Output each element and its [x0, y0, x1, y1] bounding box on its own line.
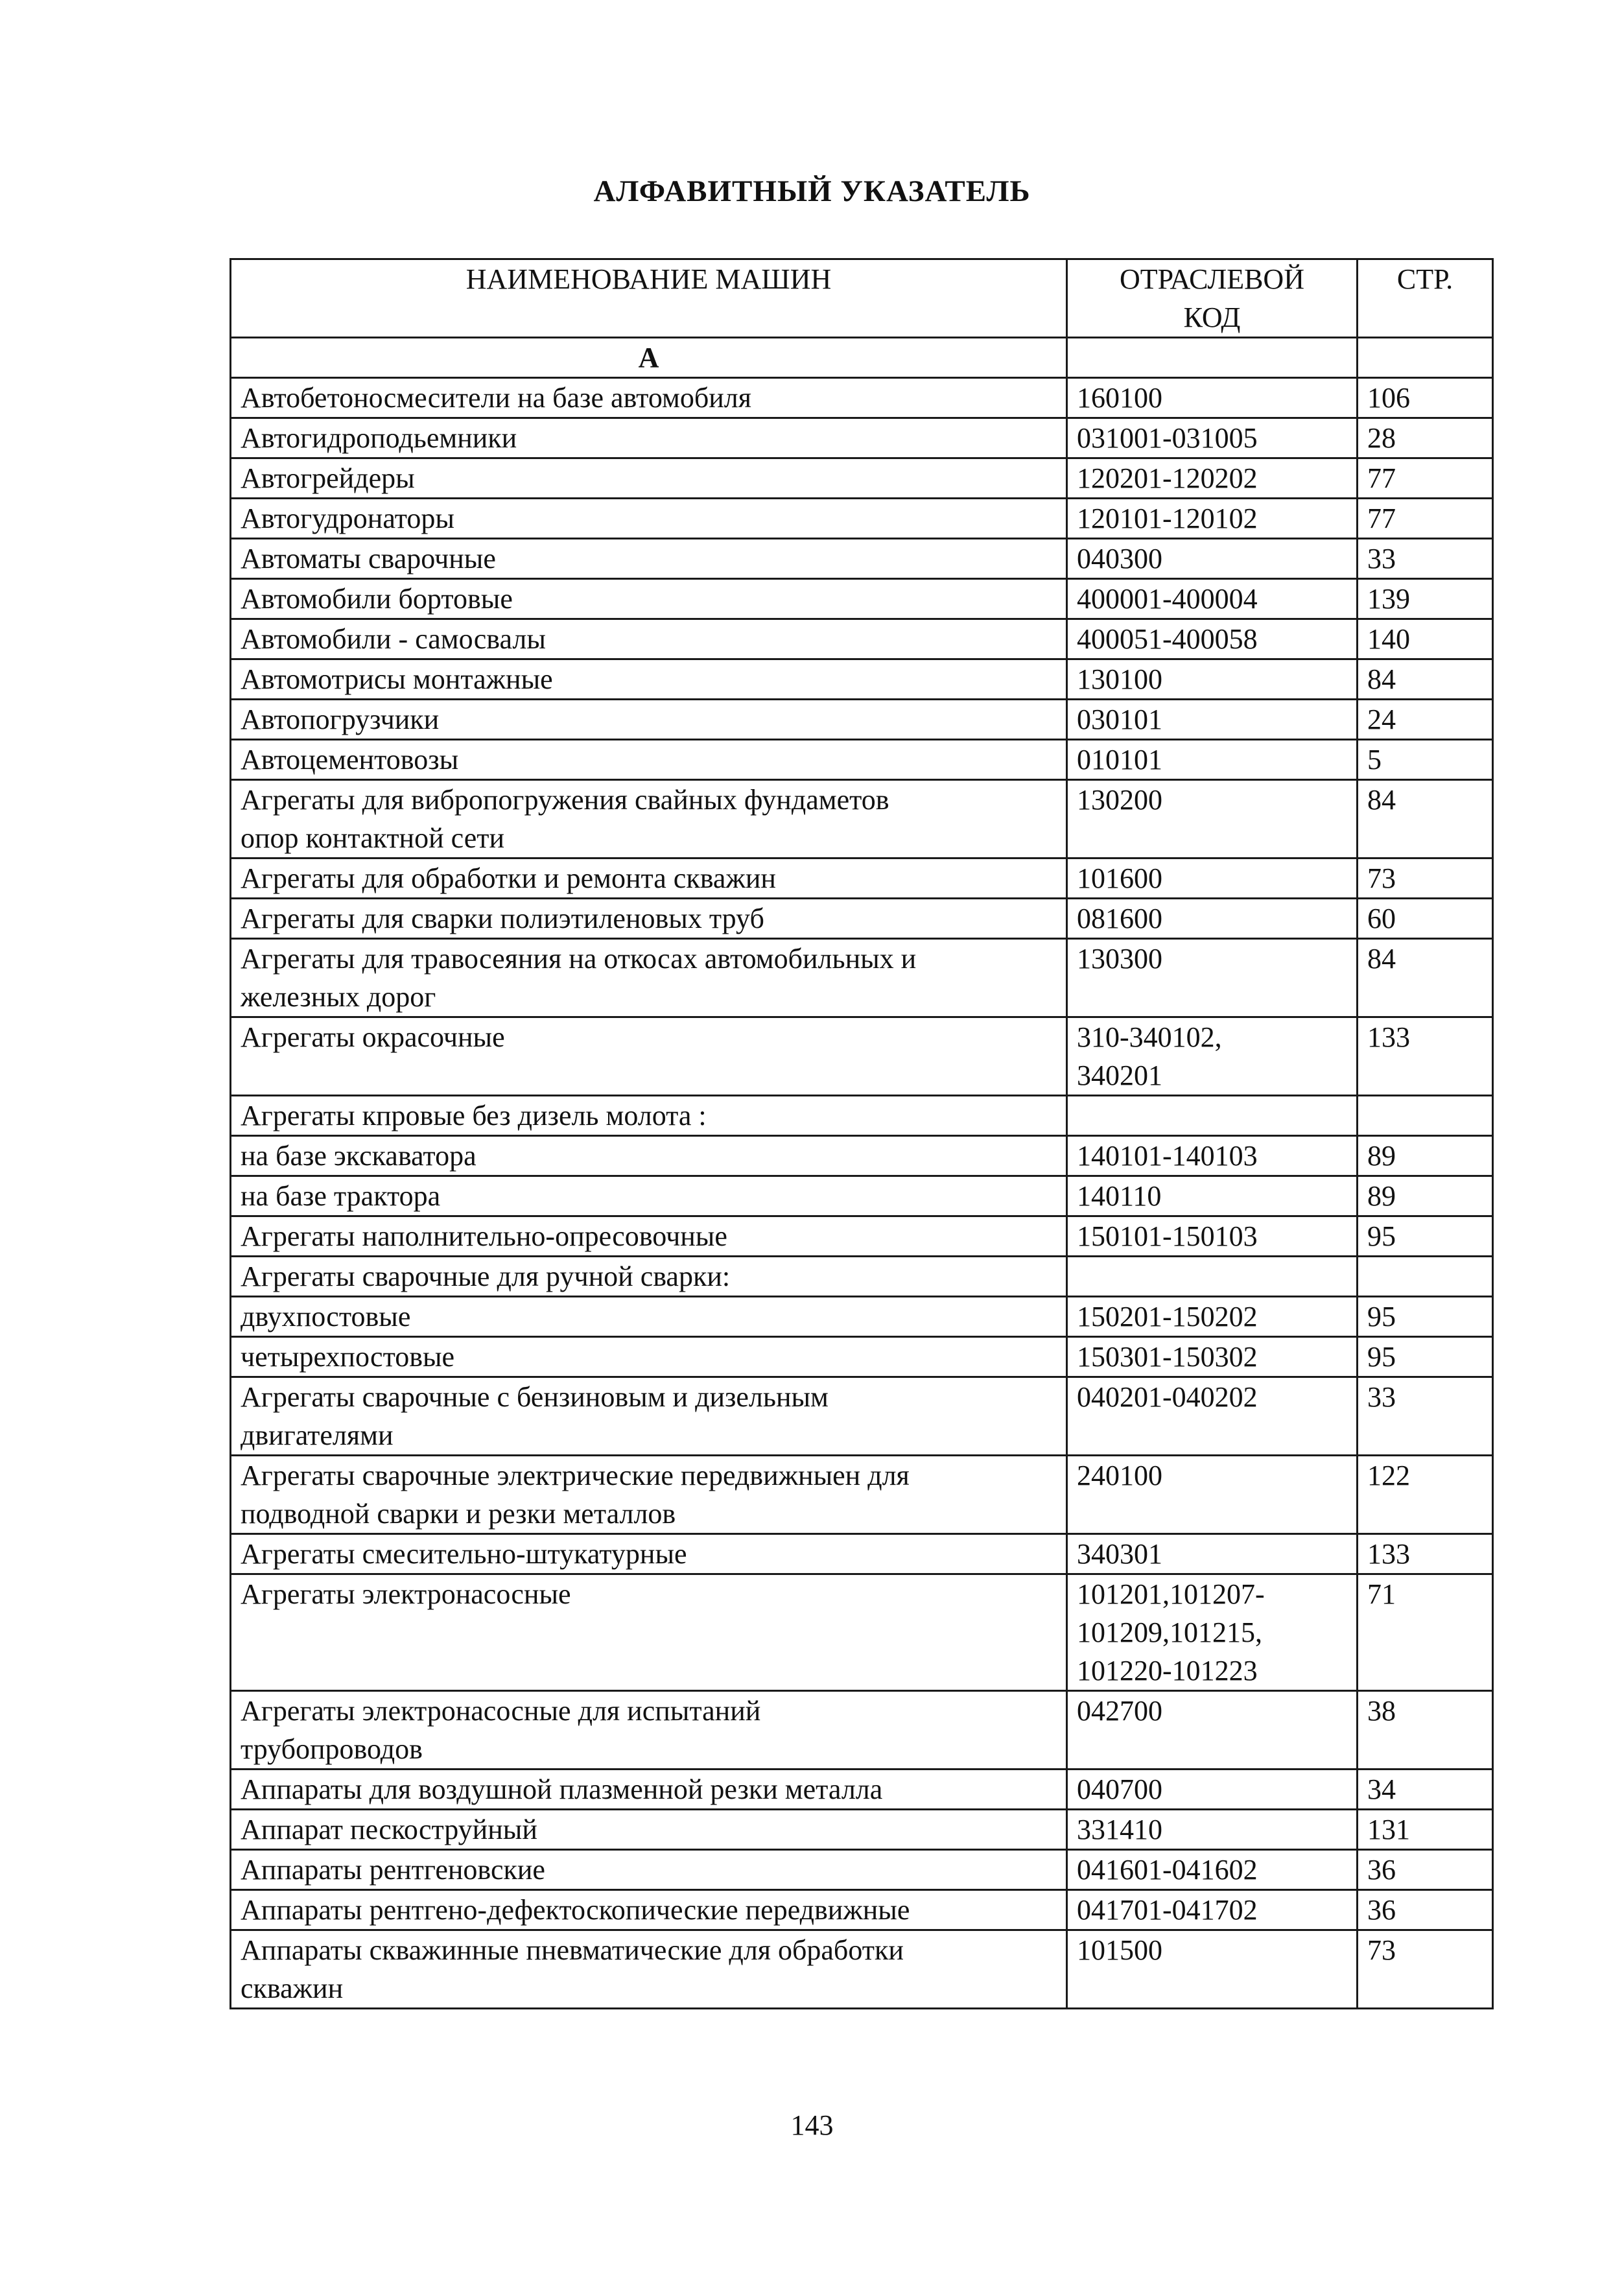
- table-row: [231, 1377, 1493, 1456]
- cell-code: 042700: [1067, 1691, 1358, 1770]
- cell-code: [1067, 1257, 1358, 1297]
- cell-code: 150301-150302: [1067, 1337, 1358, 1377]
- cell-name: Агрегаты сварочные с бензиновым и дизельным двигателями: [231, 1377, 1067, 1456]
- cell-name: Агрегаты наполнительно-опресовочные: [231, 1216, 1067, 1257]
- cell-name: Агрегаты электронасосные для испытаний трубопроводов: [231, 1691, 1067, 1770]
- cell-page: 95: [1358, 1216, 1493, 1257]
- cell-page: 60: [1358, 899, 1493, 939]
- letter-row: [231, 338, 1493, 378]
- cell-code: 031001-031005: [1067, 418, 1358, 458]
- table-row: [231, 1257, 1493, 1297]
- cell-page: 5: [1358, 740, 1493, 780]
- cell-name: Агрегаты окрасочные: [231, 1017, 1067, 1096]
- cell-page: [1358, 1257, 1493, 1297]
- cell-name: Автопогрузчики: [231, 700, 1067, 740]
- index-table: [229, 258, 1494, 2009]
- cell-code: 101600: [1067, 858, 1358, 899]
- cell-name: Агрегаты сварочные электрические передвижныен для подводной сварки и резки металлов: [231, 1456, 1067, 1534]
- cell-code: 030101: [1067, 700, 1358, 740]
- cell-page: 24: [1358, 700, 1493, 740]
- table-row: [231, 418, 1493, 458]
- cell-name: на базе экскаватора: [231, 1136, 1067, 1176]
- cell-code: 040700: [1067, 1770, 1358, 1810]
- table-row: [231, 579, 1493, 619]
- cell-code: 081600: [1067, 899, 1358, 939]
- cell-code: 120201-120202: [1067, 458, 1358, 499]
- cell-name: А: [231, 338, 1067, 378]
- page-number: 143: [790, 2109, 834, 2141]
- cell-page: 71: [1358, 1574, 1493, 1691]
- table-row: [231, 659, 1493, 700]
- cell-code: [1067, 338, 1358, 378]
- table-row: [231, 378, 1493, 418]
- cell-name: Аппараты скважинные пневматические для обработки скважин: [231, 1930, 1067, 2009]
- cell-code: 130200: [1067, 780, 1358, 858]
- cell-name: Автогудронаторы: [231, 499, 1067, 539]
- cell-code: 101201,101207- 101209,101215, 101220-101223: [1067, 1574, 1358, 1691]
- cell-page: 95: [1358, 1297, 1493, 1337]
- cell-code: 240100: [1067, 1456, 1358, 1534]
- cell-name: Агрегаты для сварки полиэтиленовых труб: [231, 899, 1067, 939]
- table-row: [231, 1136, 1493, 1176]
- cell-code: 010101: [1067, 740, 1358, 780]
- cell-name: Агрегаты сварочные для ручной сварки:: [231, 1257, 1067, 1297]
- cell-page: 84: [1358, 939, 1493, 1017]
- cell-page: 36: [1358, 1890, 1493, 1930]
- cell-page: [1358, 1096, 1493, 1136]
- cell-name: двухпостовые: [231, 1297, 1067, 1337]
- cell-name: Автоматы сварочные: [231, 539, 1067, 579]
- cell-page: 73: [1358, 858, 1493, 899]
- table-row: [231, 1930, 1493, 2009]
- cell-page: 122: [1358, 1456, 1493, 1534]
- cell-name: Агрегаты для травосеяния на откосах автомобильных и железных дорог: [231, 939, 1067, 1017]
- table-row: [231, 1534, 1493, 1574]
- cell-page: 89: [1358, 1136, 1493, 1176]
- cell-name: Аппарат пескоструйный: [231, 1810, 1067, 1850]
- cell-code: 340301: [1067, 1534, 1358, 1574]
- table-row: [231, 1216, 1493, 1257]
- cell-code: 041701-041702: [1067, 1890, 1358, 1930]
- table-row: [231, 1017, 1493, 1096]
- cell-code: 101500: [1067, 1930, 1358, 2009]
- cell-name: Аппараты для воздушной плазменной резки металла: [231, 1770, 1067, 1810]
- page-title: АЛФАВИТНЫЙ УКАЗАТЕЛЬ: [593, 174, 1031, 208]
- table-row: [231, 619, 1493, 659]
- cell-name: Автомобили - самосвалы: [231, 619, 1067, 659]
- table-row: [231, 1810, 1493, 1850]
- cell-name: Агрегаты для вибропогружения свайных фундаметов опор контактной сети: [231, 780, 1067, 858]
- cell-page: 33: [1358, 539, 1493, 579]
- cell-code: 160100: [1067, 378, 1358, 418]
- table-row: [231, 740, 1493, 780]
- cell-name: Агрегаты смесительно-штукатурные: [231, 1534, 1067, 1574]
- table-row: [231, 1456, 1493, 1534]
- cell-code: 120101-120102: [1067, 499, 1358, 539]
- cell-page: [1358, 338, 1493, 378]
- cell-name: Аппараты рентгено-дефектоскопические передвижные: [231, 1890, 1067, 1930]
- cell-page: 106: [1358, 378, 1493, 418]
- cell-code: 140110: [1067, 1176, 1358, 1216]
- cell-code: 331410: [1067, 1810, 1358, 1850]
- cell-code: [1067, 1096, 1358, 1136]
- cell-code: 130300: [1067, 939, 1358, 1017]
- cell-page: 139: [1358, 579, 1493, 619]
- table-row: [231, 939, 1493, 1017]
- cell-page: 73: [1358, 1930, 1493, 2009]
- cell-page: 89: [1358, 1176, 1493, 1216]
- cell-code: 150201-150202: [1067, 1297, 1358, 1337]
- cell-page: 84: [1358, 659, 1493, 700]
- cell-page: 28: [1358, 418, 1493, 458]
- cell-page: 133: [1358, 1017, 1493, 1096]
- cell-code: 040300: [1067, 539, 1358, 579]
- cell-page: 38: [1358, 1691, 1493, 1770]
- table-row: [231, 1297, 1493, 1337]
- cell-name: Агрегаты кпровые без дизель молота :: [231, 1096, 1067, 1136]
- table-row: [231, 1176, 1493, 1216]
- cell-page: 133: [1358, 1534, 1493, 1574]
- table-row: [231, 1770, 1493, 1810]
- cell-code: 140101-140103: [1067, 1136, 1358, 1176]
- table-row: [231, 458, 1493, 499]
- table-header-row: [231, 259, 1493, 338]
- table-row: [231, 539, 1493, 579]
- cell-page: 34: [1358, 1770, 1493, 1810]
- cell-page: 95: [1358, 1337, 1493, 1377]
- cell-name: Автобетоносмесители на базе автомобиля: [231, 378, 1067, 418]
- cell-code: 130100: [1067, 659, 1358, 700]
- cell-name: четырехпостовые: [231, 1337, 1067, 1377]
- cell-name: на базе трактора: [231, 1176, 1067, 1216]
- cell-code: 310-340102, 340201: [1067, 1017, 1358, 1096]
- cell-page: 84: [1358, 780, 1493, 858]
- cell-name: Аппараты рентгеновские: [231, 1850, 1067, 1890]
- table-row: [231, 1574, 1493, 1691]
- table-row: [231, 858, 1493, 899]
- cell-name: Автомотрисы монтажные: [231, 659, 1067, 700]
- cell-code: 400001-400004: [1067, 579, 1358, 619]
- table-row: [231, 700, 1493, 740]
- table-row: [231, 780, 1493, 858]
- cell-code: 400051-400058: [1067, 619, 1358, 659]
- cell-name: Автогидроподьемники: [231, 418, 1067, 458]
- cell-page: 77: [1358, 499, 1493, 539]
- table-row: [231, 1337, 1493, 1377]
- cell-name: Автоцементовозы: [231, 740, 1067, 780]
- header-page: СТР.: [1358, 259, 1493, 338]
- cell-name: Автомобили бортовые: [231, 579, 1067, 619]
- cell-code: 041601-041602: [1067, 1850, 1358, 1890]
- cell-page: 33: [1358, 1377, 1493, 1456]
- cell-name: Агрегаты электронасосные: [231, 1574, 1067, 1691]
- header-code: ОТРАСЛЕВОЙ КОД: [1067, 259, 1358, 338]
- table-row: [231, 899, 1493, 939]
- table-row: [231, 1850, 1493, 1890]
- cell-page: 77: [1358, 458, 1493, 499]
- table-row: [231, 1096, 1493, 1136]
- table-row: [231, 1691, 1493, 1770]
- cell-code: 040201-040202: [1067, 1377, 1358, 1456]
- cell-name: Агрегаты для обработки и ремонта скважин: [231, 858, 1067, 899]
- table-row: [231, 1890, 1493, 1930]
- cell-name: Автогрейдеры: [231, 458, 1067, 499]
- cell-code: 150101-150103: [1067, 1216, 1358, 1257]
- cell-page: 131: [1358, 1810, 1493, 1850]
- header-name: НАИМЕНОВАНИЕ МАШИН: [231, 259, 1067, 338]
- cell-page: 140: [1358, 619, 1493, 659]
- table-row: [231, 499, 1493, 539]
- cell-page: 36: [1358, 1850, 1493, 1890]
